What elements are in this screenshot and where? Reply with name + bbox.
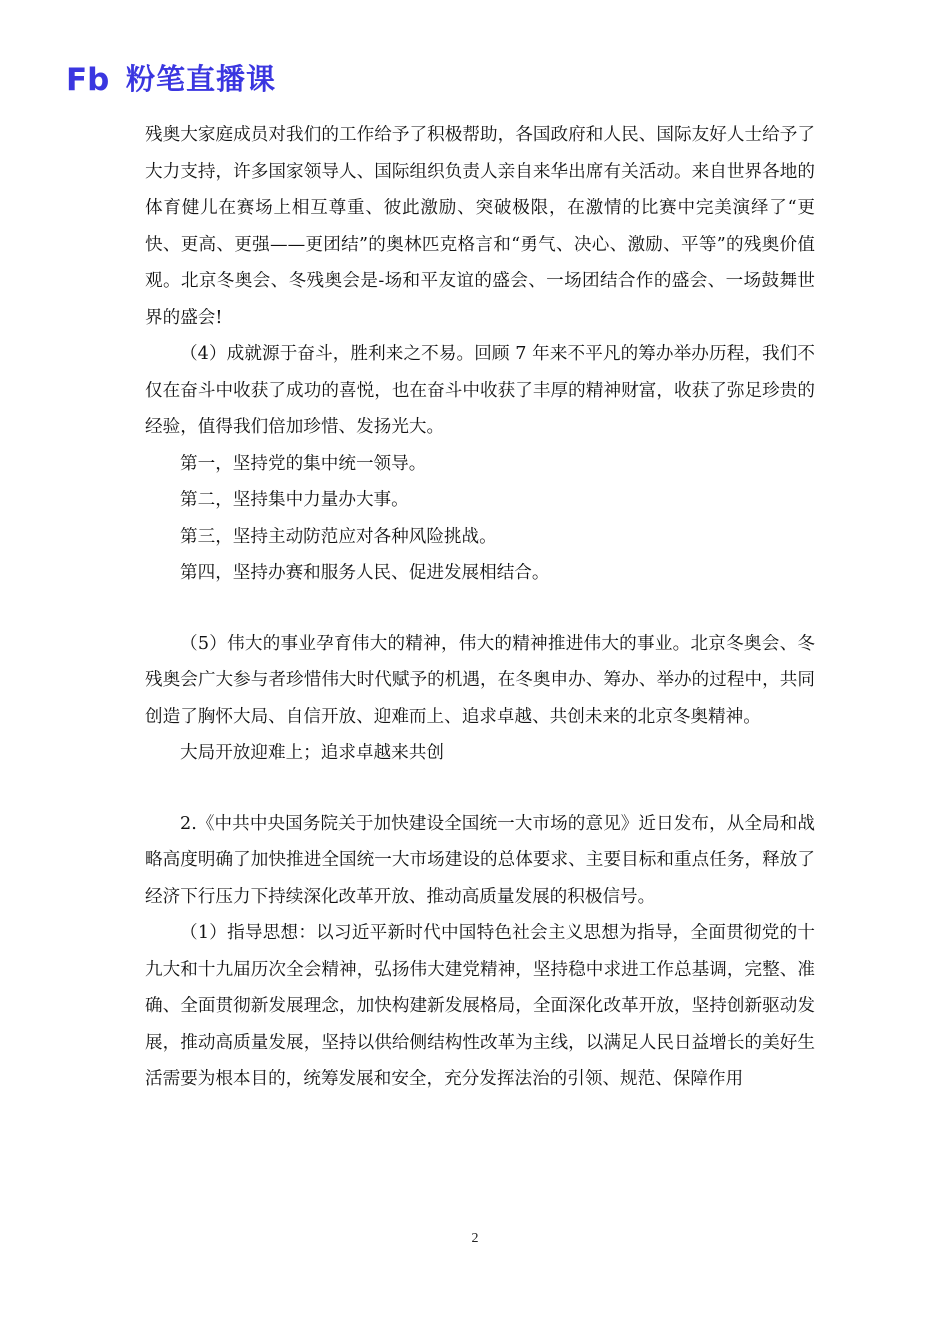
- list-item-third: 第三，坚持主动防范应对各种风险挑战。: [180, 526, 497, 547]
- paragraph-spacer: [145, 592, 815, 626]
- paragraph-spacer: [145, 772, 815, 806]
- brand-logo: [66, 58, 276, 100]
- list-item-fourth: 第四，坚持办赛和服务人民、促进发展相结合。: [180, 563, 550, 583]
- logo-mark-text: Fb: [66, 62, 110, 97]
- paragraph-point-5: （5）伟大的事业孕育伟大的精神，伟大的精神推进伟大的事业。北京冬奥会、冬残奥会广大参与者珍惜伟大时代赋予的机遇，在冬奥申办、筹办、举办的过程中，共同创造了胸怀大局、自信开放、迎难而上、追求卓越、共创未来的北京冬奥精神。: [145, 633, 815, 727]
- paragraph-guiding-thought: （1）指导思想：以习近平新时代中国特色社会主义思想为指导，全面贯彻党的十九大和十九届历次全会精神，弘扬伟大建党精神，坚持稳中求进工作总基调，完整、准确、全面贯彻新发展理念，加快构建新发展格局，全面深化改革开放，坚持创新驱动发展，推动高质量发展，坚持以供给侧结构性改革为主线，以满足人民日益增长的美好生活需要为根本目的，统筹发展和安全，充分发挥法治的引领、规范、保障作用: [145, 923, 815, 1089]
- brand-name: 粉笔直播课: [126, 62, 277, 96]
- page-number: 2: [471, 1231, 479, 1246]
- paragraph-continuation: 残奥大家庭成员对我们的工作给予了积极帮助，各国政府和人民、国际友好人士给予了大力支持，许多国家领导人、国际组织负责人亲自来华出席有关活动。来自世界各地的体育健儿在赛场上相互尊重、彼此激励、突破极限，在激情的比赛中完美演绎了“更快、更高、更强——更团结”的奥林匹克格言和“勇气、决心、激励、平等”的残奥价值观。北京冬奥会、冬残奥会是-场和平友谊的盛会、一场团结合作的盛会、一场鼓舞世界的盛会!: [145, 125, 815, 328]
- mnemonic-line: 大局开放迎难上；追求卓越来共创: [180, 743, 444, 763]
- fb-logo-icon: [66, 61, 122, 97]
- paragraph-point-4: （4）成就源于奋斗，胜利来之不易。回顾 7 年来不平凡的筹办举办历程，我们不仅在奋斗中收获了成功的喜悦，也在奋斗中收获了丰厚的精神财富，收获了弥足珍贵的经验，值得我们倍加珍惜、发扬光大。: [145, 344, 815, 437]
- document-body: [145, 117, 815, 1098]
- paragraph-item-2: 2.《中共中央国务院关于加快建设全国统一大市场的意见》近日发布，从全局和战略高度明确了加快推进全国统一大市场建设的总体要求、主要目标和重点任务，释放了经济下行压力下持续深化改革开放、推动高质量发展的积极信号。: [145, 813, 815, 907]
- list-item-first: 第一，坚持党的集中统一领导。: [180, 453, 427, 474]
- list-item-second: 第二，坚持集中力量办大事。: [180, 490, 409, 510]
